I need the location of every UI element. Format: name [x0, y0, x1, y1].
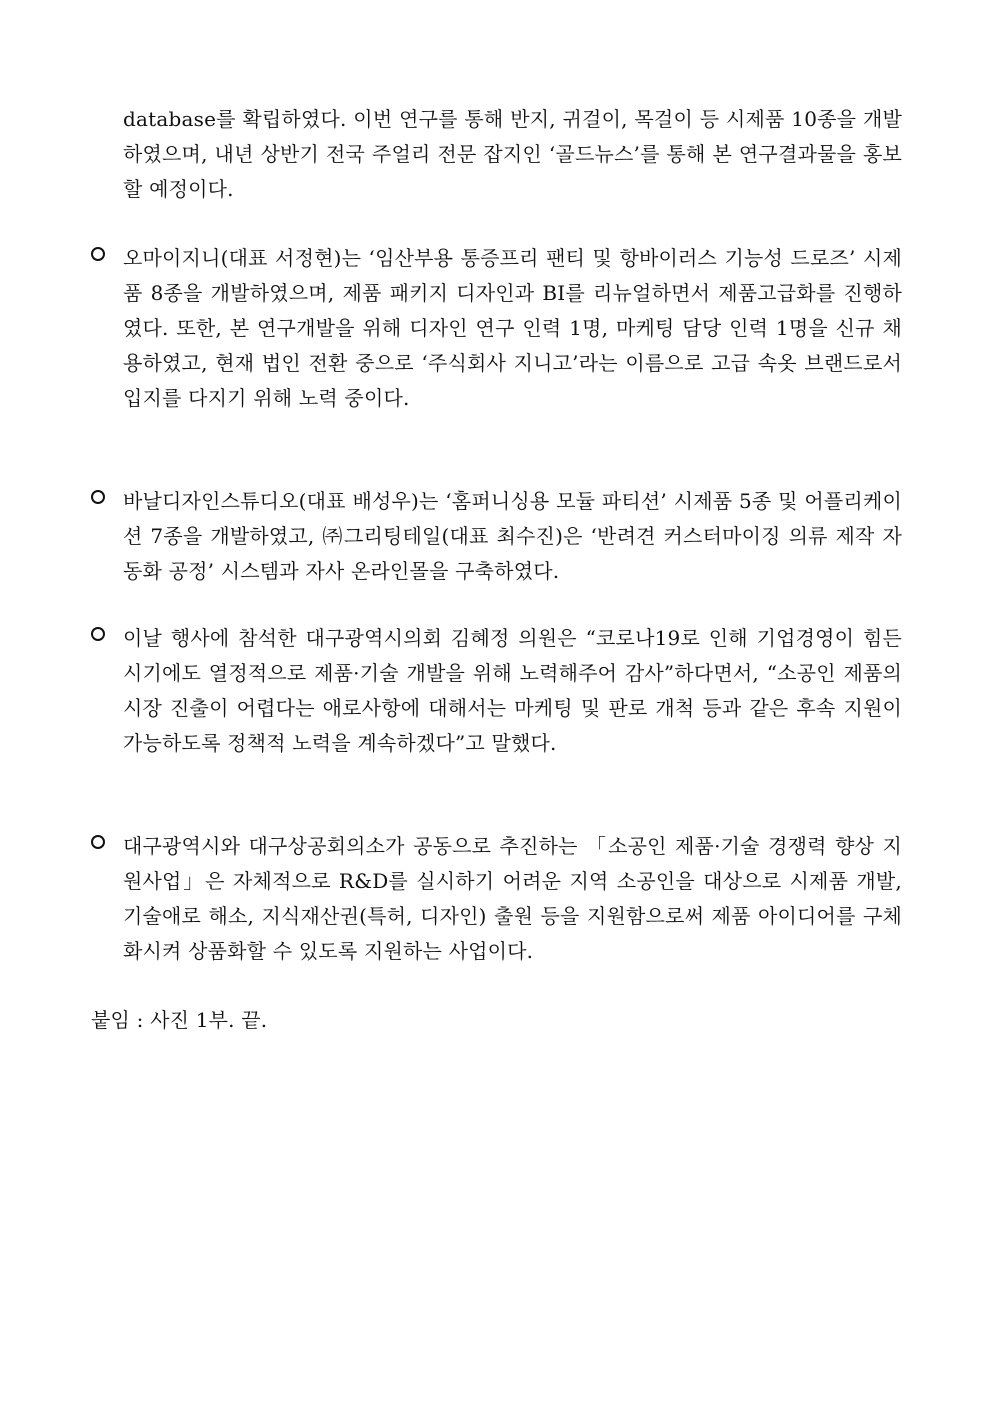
paragraph-text: 오마이지니(대표 서정현)는 ‘임산부용 통증프리 팬티 및 항바이러스 기능성 드로즈’ 시제품 8종을 개발하였으며, 제품 패키지 디자인과 BI를 리뉴얼하면서 제품고급화를 진행하였다. 또한, 본 연구개발을 위해 디자인 연구 인력 1명, 마케팅 담당 인력 1명을 신규 채용하였고, 현재 법인 전환 중으로 ‘주식회사 지니고’라는 이름으로 고급 속옷 브랜드로서 입지를 다지기 위해 노력 중이다. [123, 246, 902, 410]
attachment-note: 붙임 : 사진 1부. 끝. [91, 1008, 268, 1032]
paragraph-continuation [91, 102, 902, 207]
paragraph-text: 이날 행사에 참석한 대구광역시의회 김혜정 의원은 “코로나19로 인해 기업경영이 힘든 시기에도 열정적으로 제품·기술 개발을 위해 노력해주어 감사”하다면서, “소공인 제품의 시장 진출이 어렵다는 애로사항에 대해서는 마케팅 및 판로 개척 등과 같은 후속 지원이 가능하도록 정책적 노력을 계속하겠다”고 말했다. [123, 626, 902, 755]
paragraph-program-description [91, 829, 902, 969]
paragraph-omaijini [91, 241, 902, 416]
circle-bullet-icon [91, 247, 105, 261]
circle-bullet-icon [91, 835, 105, 849]
circle-bullet-icon [91, 627, 105, 641]
paragraph-council-remarks [91, 621, 902, 761]
paragraph-text: database를 확립하였다. 이번 연구를 통해 반지, 귀걸이, 목걸이 등 시제품 10종을 개발하였으며, 내년 상반기 전국 주얼리 전문 잡지인 ‘골드뉴스’를 통해 본 연구결과물을 홍보할 예정이다. [123, 107, 902, 201]
paragraph-text: 바날디자인스튜디오(대표 배성우)는 ‘홈퍼니싱용 모듈 파티션’ 시제품 5종 및 어플리케이션 7종을 개발하였고, ㈜그리팅테일(대표 최수진)은 ‘반려견 커스터마이징 의류 제작 자동화 공정’ 시스템과 자사 온라인몰을 구축하였다. [123, 489, 902, 583]
circle-bullet-icon [91, 490, 105, 504]
paragraph-text: 대구광역시와 대구상공회의소가 공동으로 추진하는 「소공인 제품·기술 경쟁력 향상 지원사업」은 자체적으로 R&D를 실시하기 어려운 지역 소공인을 대상으로 시제품 개발, 기술애로 해소, 지식재산권(특허, 디자인) 출원 등을 지원함으로써 제품 아이디어를 구체화시켜 상품화할 수 있도록 지원하는 사업이다. [123, 834, 902, 963]
paragraph-banal-design [91, 484, 902, 589]
